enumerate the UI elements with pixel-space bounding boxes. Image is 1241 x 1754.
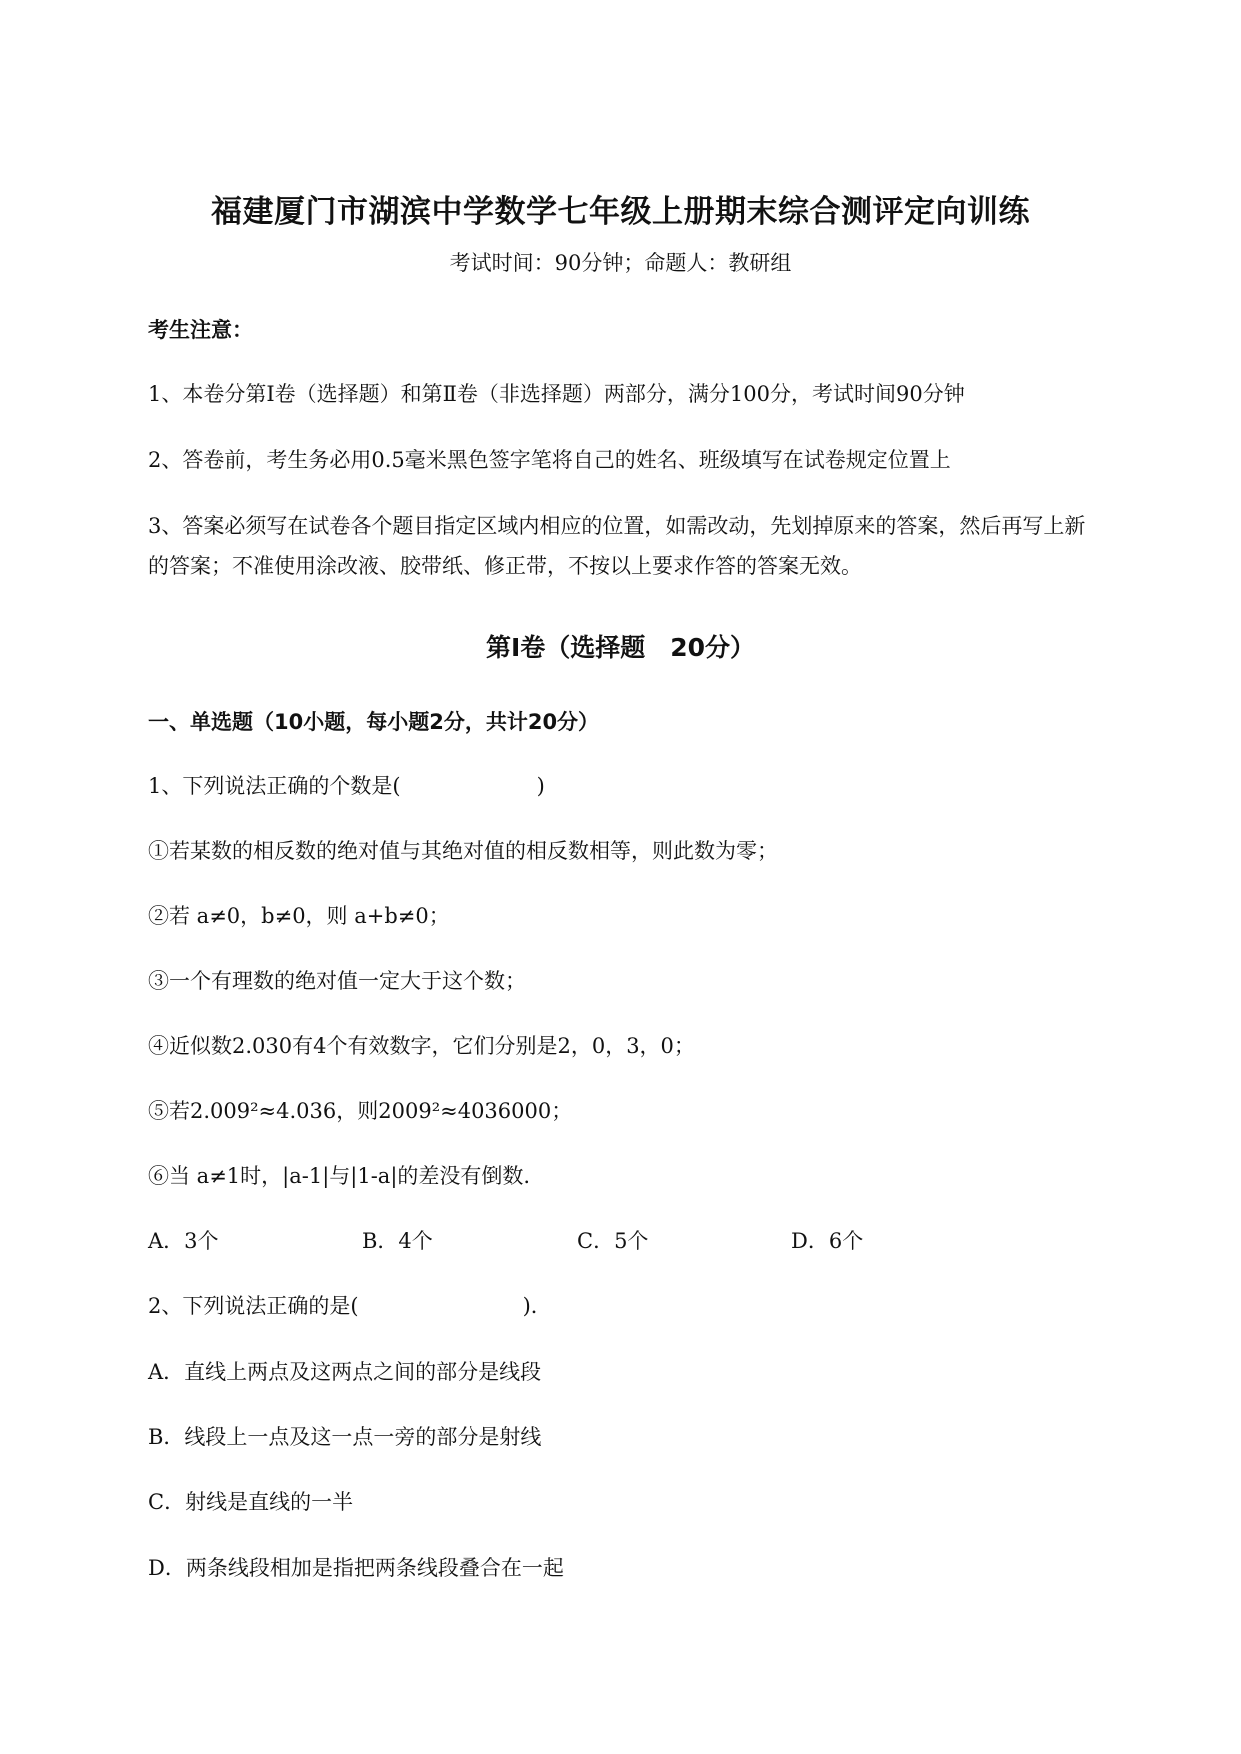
question-2-option-d: D．两条线段相加是指把两条线段叠合在一起 <box>148 1556 564 1580</box>
question-2-stem-end: )． <box>522 1294 552 1318</box>
question-2-stem-text: 2、下列说法正确的是( <box>148 1294 359 1318</box>
notice-item-3: 3、答案必须写在试卷各个题目指定区域内相应的位置，如需改动，先划掉原来的答案，然后再写上新 <box>148 514 1086 538</box>
notice-item-1: 1、本卷分第I卷（选择题）和第Ⅱ卷（非选择题）两部分，满分100分，考试时间90分钟 <box>148 382 965 406</box>
section-heading: 第I卷（选择题 20分） <box>485 633 756 662</box>
exam-title: 福建厦门市湖滨中学数学七年级上册期末综合测评定向训练 <box>211 194 1030 230</box>
question-2-option-a: A．直线上两点及这两点之间的部分是线段 <box>148 1360 542 1384</box>
question-1-option-a: A．3个 <box>148 1229 219 1253</box>
part-heading: 一、单选题（10小题，每小题2分，共计20分） <box>148 710 600 734</box>
question-1-stem-end: ) <box>536 774 545 798</box>
question-1-statement-2: ②若 a≠0，b≠0，则 a+b≠0； <box>148 904 450 928</box>
question-1-stem <box>148 770 545 800</box>
notice-heading: 考生注意： <box>148 318 253 342</box>
exam-subtitle: 考试时间：90分钟；命题人：教研组 <box>449 251 792 275</box>
question-1-statement-3: ③一个有理数的绝对值一定大于这个数； <box>148 969 526 993</box>
question-2-option-c: C．射线是直线的一半 <box>148 1490 354 1514</box>
question-1-statement-1: ①若某数的相反数的绝对值与其绝对值的相反数相等，则此数为零； <box>148 839 778 863</box>
question-1-statement-6: ⑥当 a≠1时，|a-1|与|1-a|的差没有倒数. <box>148 1164 531 1188</box>
question-1-stem-text: 1、下列说法正确的个数是( <box>148 774 401 798</box>
question-1-option-c: C．5个 <box>577 1229 649 1253</box>
question-1-statement-5: ⑤若2.009²≈4.036，则2009²≈4036000； <box>148 1099 573 1123</box>
notice-item-2: 2、答卷前，考生务必用0.5毫米黑色签字笔将自己的姓名、班级填写在试卷规定位置上 <box>148 448 951 472</box>
question-1-option-d: D．6个 <box>791 1229 864 1253</box>
question-1-option-b: B．4个 <box>362 1229 433 1253</box>
question-2-stem <box>148 1290 552 1320</box>
question-1-statement-4: ④近似数2.030有4个有效数字，它们分别是2，0，3，0； <box>148 1034 695 1058</box>
notice-item-3-continued: 的答案；不准使用涂改液、胶带纸、修正带，不按以上要求作答的答案无效。 <box>148 554 862 578</box>
question-2-option-b: B．线段上一点及这一点一旁的部分是射线 <box>148 1425 542 1449</box>
